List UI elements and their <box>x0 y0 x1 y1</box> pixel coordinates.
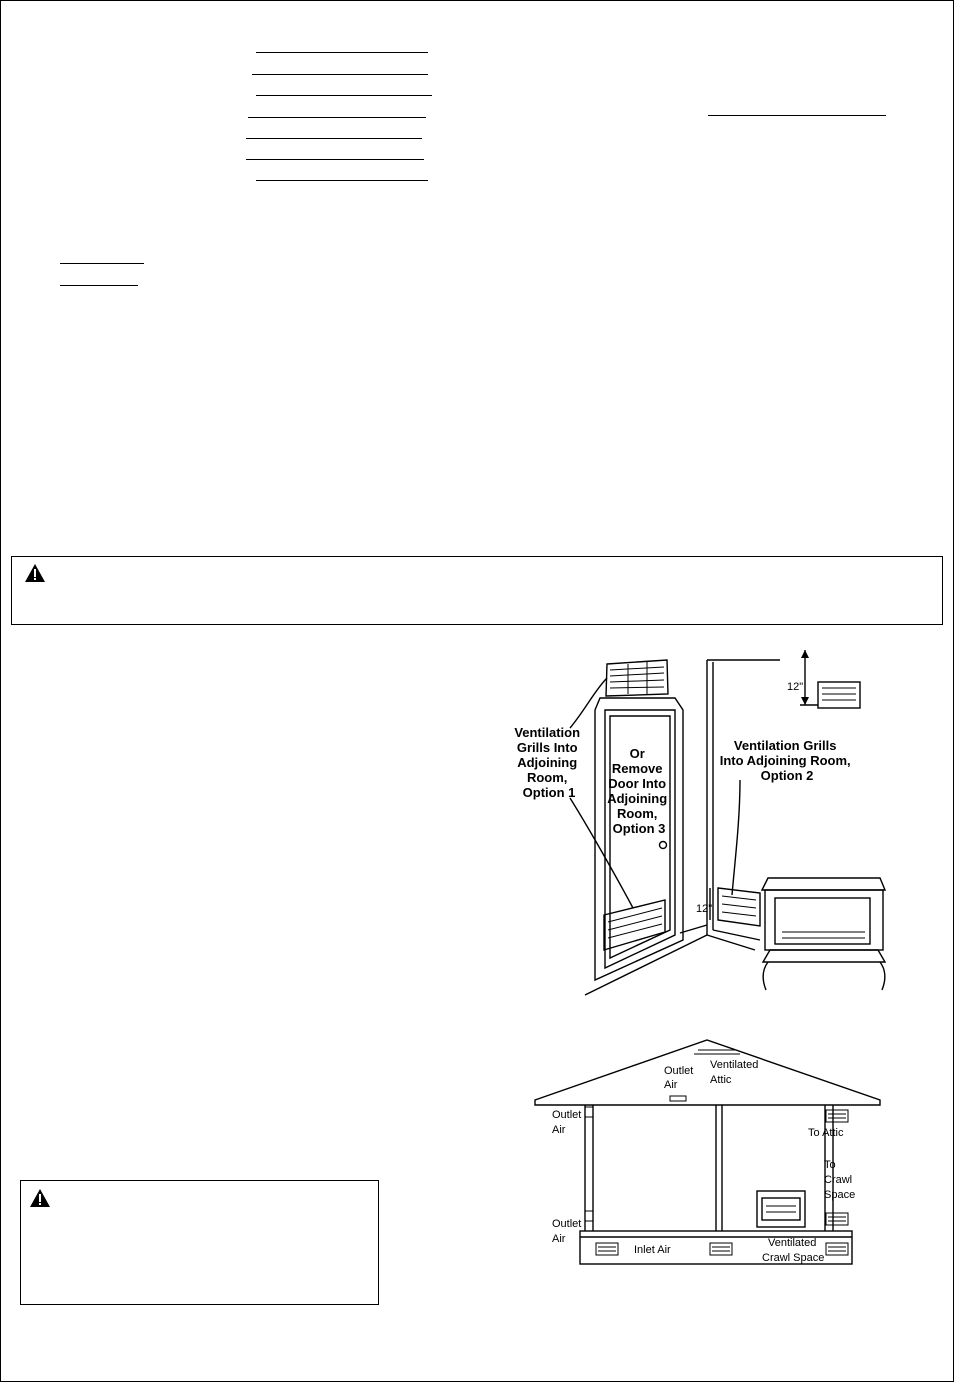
outlet-air-top-label: Outlet Air <box>664 1065 694 1091</box>
inlet-air-label: Inlet Air <box>634 1244 671 1256</box>
warning-box-small <box>20 1180 379 1305</box>
blank-line <box>248 117 426 118</box>
warning-icon <box>24 563 46 583</box>
attic-label: Ventilated Attic <box>710 1059 759 1086</box>
blank-line <box>708 115 886 116</box>
blank-line <box>256 52 428 53</box>
warning-icon <box>29 1188 51 1208</box>
blank-line <box>246 159 424 160</box>
outlet-air-left-upper-label: Outlet Air <box>552 1109 582 1136</box>
house-ventilation-figure <box>530 1035 890 1275</box>
blank-line <box>246 138 422 139</box>
blank-line <box>256 180 428 181</box>
option1-label: Ventilation Grills Into Adjoining Room, Option 1 <box>514 725 581 800</box>
dim-top-label: 12" <box>787 681 804 693</box>
outlet-air-left-lower-label: Outlet Air <box>552 1218 582 1245</box>
dim-bottom-label: 12" <box>696 903 713 915</box>
to-crawl-space-label: To Crawl Space <box>824 1159 856 1201</box>
blank-line <box>60 285 138 286</box>
ventilation-figure <box>500 650 940 1010</box>
option3-label: Or Remove Door Into Adjoining Room, Option 3 <box>607 746 668 836</box>
blank-line <box>252 74 428 75</box>
option2-label: Ventilation Grills Into Adjoining Room, Option 2 <box>719 738 851 783</box>
crawl-space-label: Ventilated Crawl Space <box>762 1237 825 1264</box>
blank-line <box>256 95 432 96</box>
to-attic-label: To Attic <box>808 1127 844 1139</box>
blank-line <box>60 263 144 264</box>
warning-box <box>11 556 943 625</box>
